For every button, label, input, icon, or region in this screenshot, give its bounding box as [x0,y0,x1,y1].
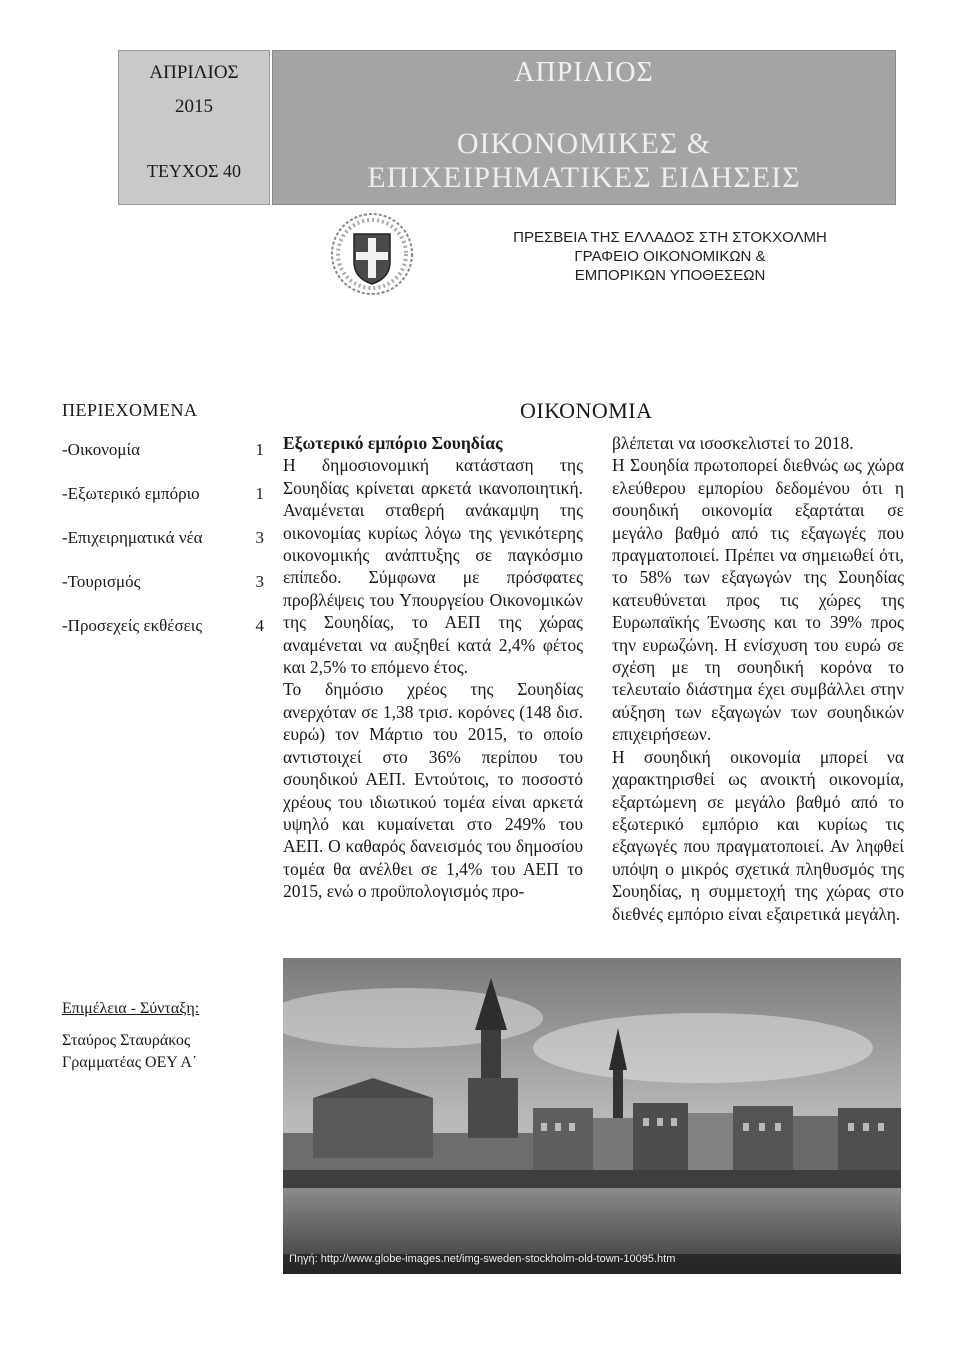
toc-item[interactable] [62,616,272,660]
masthead [272,50,896,205]
toc-item-page: 3 [255,528,264,547]
credits-role: Γραμματέας ΟΕΥ Α΄ [62,1054,198,1071]
toc-item-label: -Οικονομία [62,440,140,459]
toc-item[interactable] [62,528,272,572]
article-heading: Εξωτερικό εμπόριο Σουηδίας [283,433,503,453]
embassy-heading [420,228,920,285]
credits-name: Σταύρος Σταυράκος [62,1032,191,1049]
toc-item-page: 3 [255,572,264,591]
toc-item-label: -Εξωτερικό εμπόριο [62,484,200,503]
article-paragraph: Η Σουηδία πρωτοπορεί διεθνώς ως χώρα ελεύθερου εμπορίου δεδομένου ότι η σουηδική οικονομία εξαρτάται σε μεγάλο βαθμό από τις εξαγωγές που πραγματοποιεί. Πρέπει να σημειωθεί ότι, το 58% των εξαγωγών της Σουηδίας κατευθύνεται προς τις χώρες της Ευρωπαϊκής Ένωσης και το 39% προς την ευρωζώνη. Η ενίσχυση του ευρώ σε σχέση με τη σουηδική κορόνα το τελευταίο διάστημα έχει συμβάλλει στην αύξηση των εξαγωγών των σουηδικών επιχειρήσεων. [612,455,904,745]
article-column-2 [612,432,904,925]
credits-title: Επιμέλεια - Σύνταξη: [62,1000,200,1017]
contents-title: ΠΕΡΙΕΧΟΜΕΝΑ [62,400,198,420]
toc-item[interactable] [62,572,272,616]
issue-box [118,50,270,205]
table-of-contents [62,440,272,660]
photo-caption: Πηγή: http://www.globe-images.net/img-sweden-stockholm-old-town-10095.htm [289,1253,676,1265]
issue-number: ΤΕΥΧΟΣ 40 [147,161,241,181]
embassy-line2: ΓΡΑΦΕΙΟ ΟΙΚΟΝΟΜΙΚΩΝ & [574,248,766,265]
toc-item-page: 4 [255,616,264,635]
masthead-title-line2: ΕΠΙΧΕΙΡΗΜΑΤΙΚΕΣ ΕΙΔΗΣΕΙΣ [367,161,801,194]
article-paragraph: Το δημόσιο χρέος της Σουηδίας ανερχόταν σε 1,38 τρισ. κορόνες (148 δισ. ευρώ) τον Μάρτιο του 2015, το οποίο αντιστοιχεί στο 36% περίπου του σουηδικού ΑΕΠ. Εντούτοις, το ποσοστό χρέους του ιδιωτικού τομέα είναι αρκετά υψηλό και κυμαίνεται στο 249% του ΑΕΠ. Ο καθαρός δανεισμός του δημοσίου τομέα θα ανέλθει σε 1,4% του ΑΕΠ το 2015, ενώ ο προϋπολογισμός προ- [283,679,583,902]
toc-item-page: 1 [255,440,264,459]
issue-year: 2015 [175,96,213,117]
toc-item[interactable] [62,484,272,528]
section-title: ΟΙΚΟΝΟΜΙΑ [520,398,653,423]
toc-item-label: -Προσεχείς εκθέσεις [62,616,203,635]
article-paragraph: Η δημοσιονομική κατάσταση της Σουηδίας κρίνεται αρκετά ικανοποιητική. Αναμένεται σταθερή ανάκαμψη της οικονομίας κυρίως λόγω της γενικότερης οικονομικής ανάπτυξης σε παγκόσμιο επίπεδο. Σύμφωνα με πρόσφατες προβλέψεις του Υπουργείου Οικονομικών της Σουηδίας, το ΑΕΠ της χώρας αναμένεται να αυξηθεί κατά 2,4% φέτος και 2,5% το επόμενο έτος. [283,455,583,678]
toc-item-label: -Τουρισμός [62,572,141,591]
article-column-1 [283,432,583,903]
article-paragraph: Η σουηδική οικονομία μπορεί να χαρακτηρισθεί ως ανοικτή οικονομία, εξαρτώμενη σε μεγάλο βαθμό από το εξωτερικό εμπόριο και κυρίως τις εξαγωγές που πραγματοποιεί. Αν ληφθεί υπόψη ο μικρός σχετικά πληθυσμός της Σουηδίας, η συμμετοχή της χώρας στο διεθνές εμπόριο είναι εξαιρετικά μεγάλη. [612,746,904,924]
masthead-title-line1: ΟΙΚΟΝΟΜΙΚΕΣ & [456,127,712,160]
toc-item-page: 1 [255,484,264,503]
embassy-line1: ΠΡΕΣΒΕΙΑ ΤΗΣ ΕΛΛΑΔΟΣ ΣΤΗ ΣΤΟΚΧΟΛΜΗ [513,229,827,246]
stockholm-photo [283,958,901,1274]
masthead-month: ΑΠΡΙΛΙΟΣ [514,57,654,88]
toc-item[interactable] [62,440,272,484]
greek-coat-of-arms-icon [330,212,414,296]
toc-item-label: -Επιχειρηματικά νέα [62,528,203,547]
issue-month: ΑΠΡΙΛΙΟΣ [149,62,239,83]
embassy-line3: ΕΜΠΟΡΙΚΩΝ ΥΠΟΘΕΣΕΩΝ [574,267,766,284]
credits [62,1030,197,1074]
article-paragraph: βλέπεται να ισοσκελιστεί το 2018. [612,433,854,453]
